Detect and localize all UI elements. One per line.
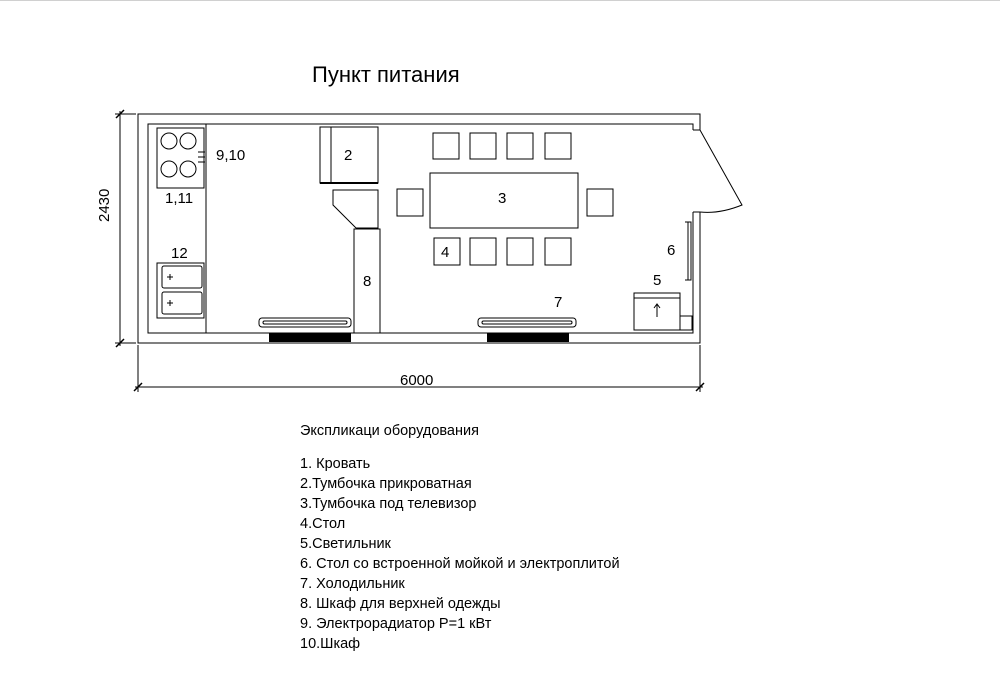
sink-unit bbox=[157, 263, 204, 318]
radiator-right bbox=[478, 318, 576, 327]
width-dimension: 2430 bbox=[96, 188, 113, 222]
legend-item: 10.Шкаф bbox=[300, 636, 361, 652]
label-8: 8 bbox=[363, 273, 372, 290]
label-7: 7 bbox=[554, 294, 563, 311]
equipment-legend bbox=[300, 423, 620, 654]
legend-item: 6. Стол со встроенной мойкой и электроплитой bbox=[300, 556, 620, 572]
legend-item: 4.Стол bbox=[300, 516, 346, 532]
window-left bbox=[269, 333, 351, 342]
legend-item: 2.Тумбочка прикроватная bbox=[300, 476, 472, 492]
radiator-left bbox=[259, 318, 351, 327]
legend-item: 7. Холодильник bbox=[300, 576, 405, 592]
label-12: 12 bbox=[171, 245, 188, 262]
page-title: Пункт питания bbox=[312, 62, 460, 87]
legend-item: 3.Тумбочка под телевизор bbox=[300, 496, 477, 512]
label-2: 2 bbox=[344, 147, 353, 164]
legend-item: 1. Кровать bbox=[300, 456, 371, 472]
legend-item: 9. Электрорадиатор P=1 кВт bbox=[300, 616, 492, 632]
label-9-10: 9,10 bbox=[216, 147, 246, 164]
label-5: 5 bbox=[653, 272, 662, 289]
legend-title: Экспликаци оборудования bbox=[300, 423, 479, 439]
tv-stand bbox=[333, 190, 378, 228]
length-dimension: 6000 bbox=[400, 372, 434, 389]
label-4: 4 bbox=[441, 244, 450, 261]
legend-item: 8. Шкаф для верхней одежды bbox=[300, 596, 501, 612]
entry-door bbox=[700, 130, 742, 212]
label-6: 6 bbox=[667, 242, 676, 259]
label-3: 3 bbox=[498, 190, 507, 207]
label-1-11: 1,11 bbox=[165, 190, 194, 207]
window-right bbox=[487, 333, 569, 342]
legend-item: 5.Светильник bbox=[300, 536, 391, 552]
